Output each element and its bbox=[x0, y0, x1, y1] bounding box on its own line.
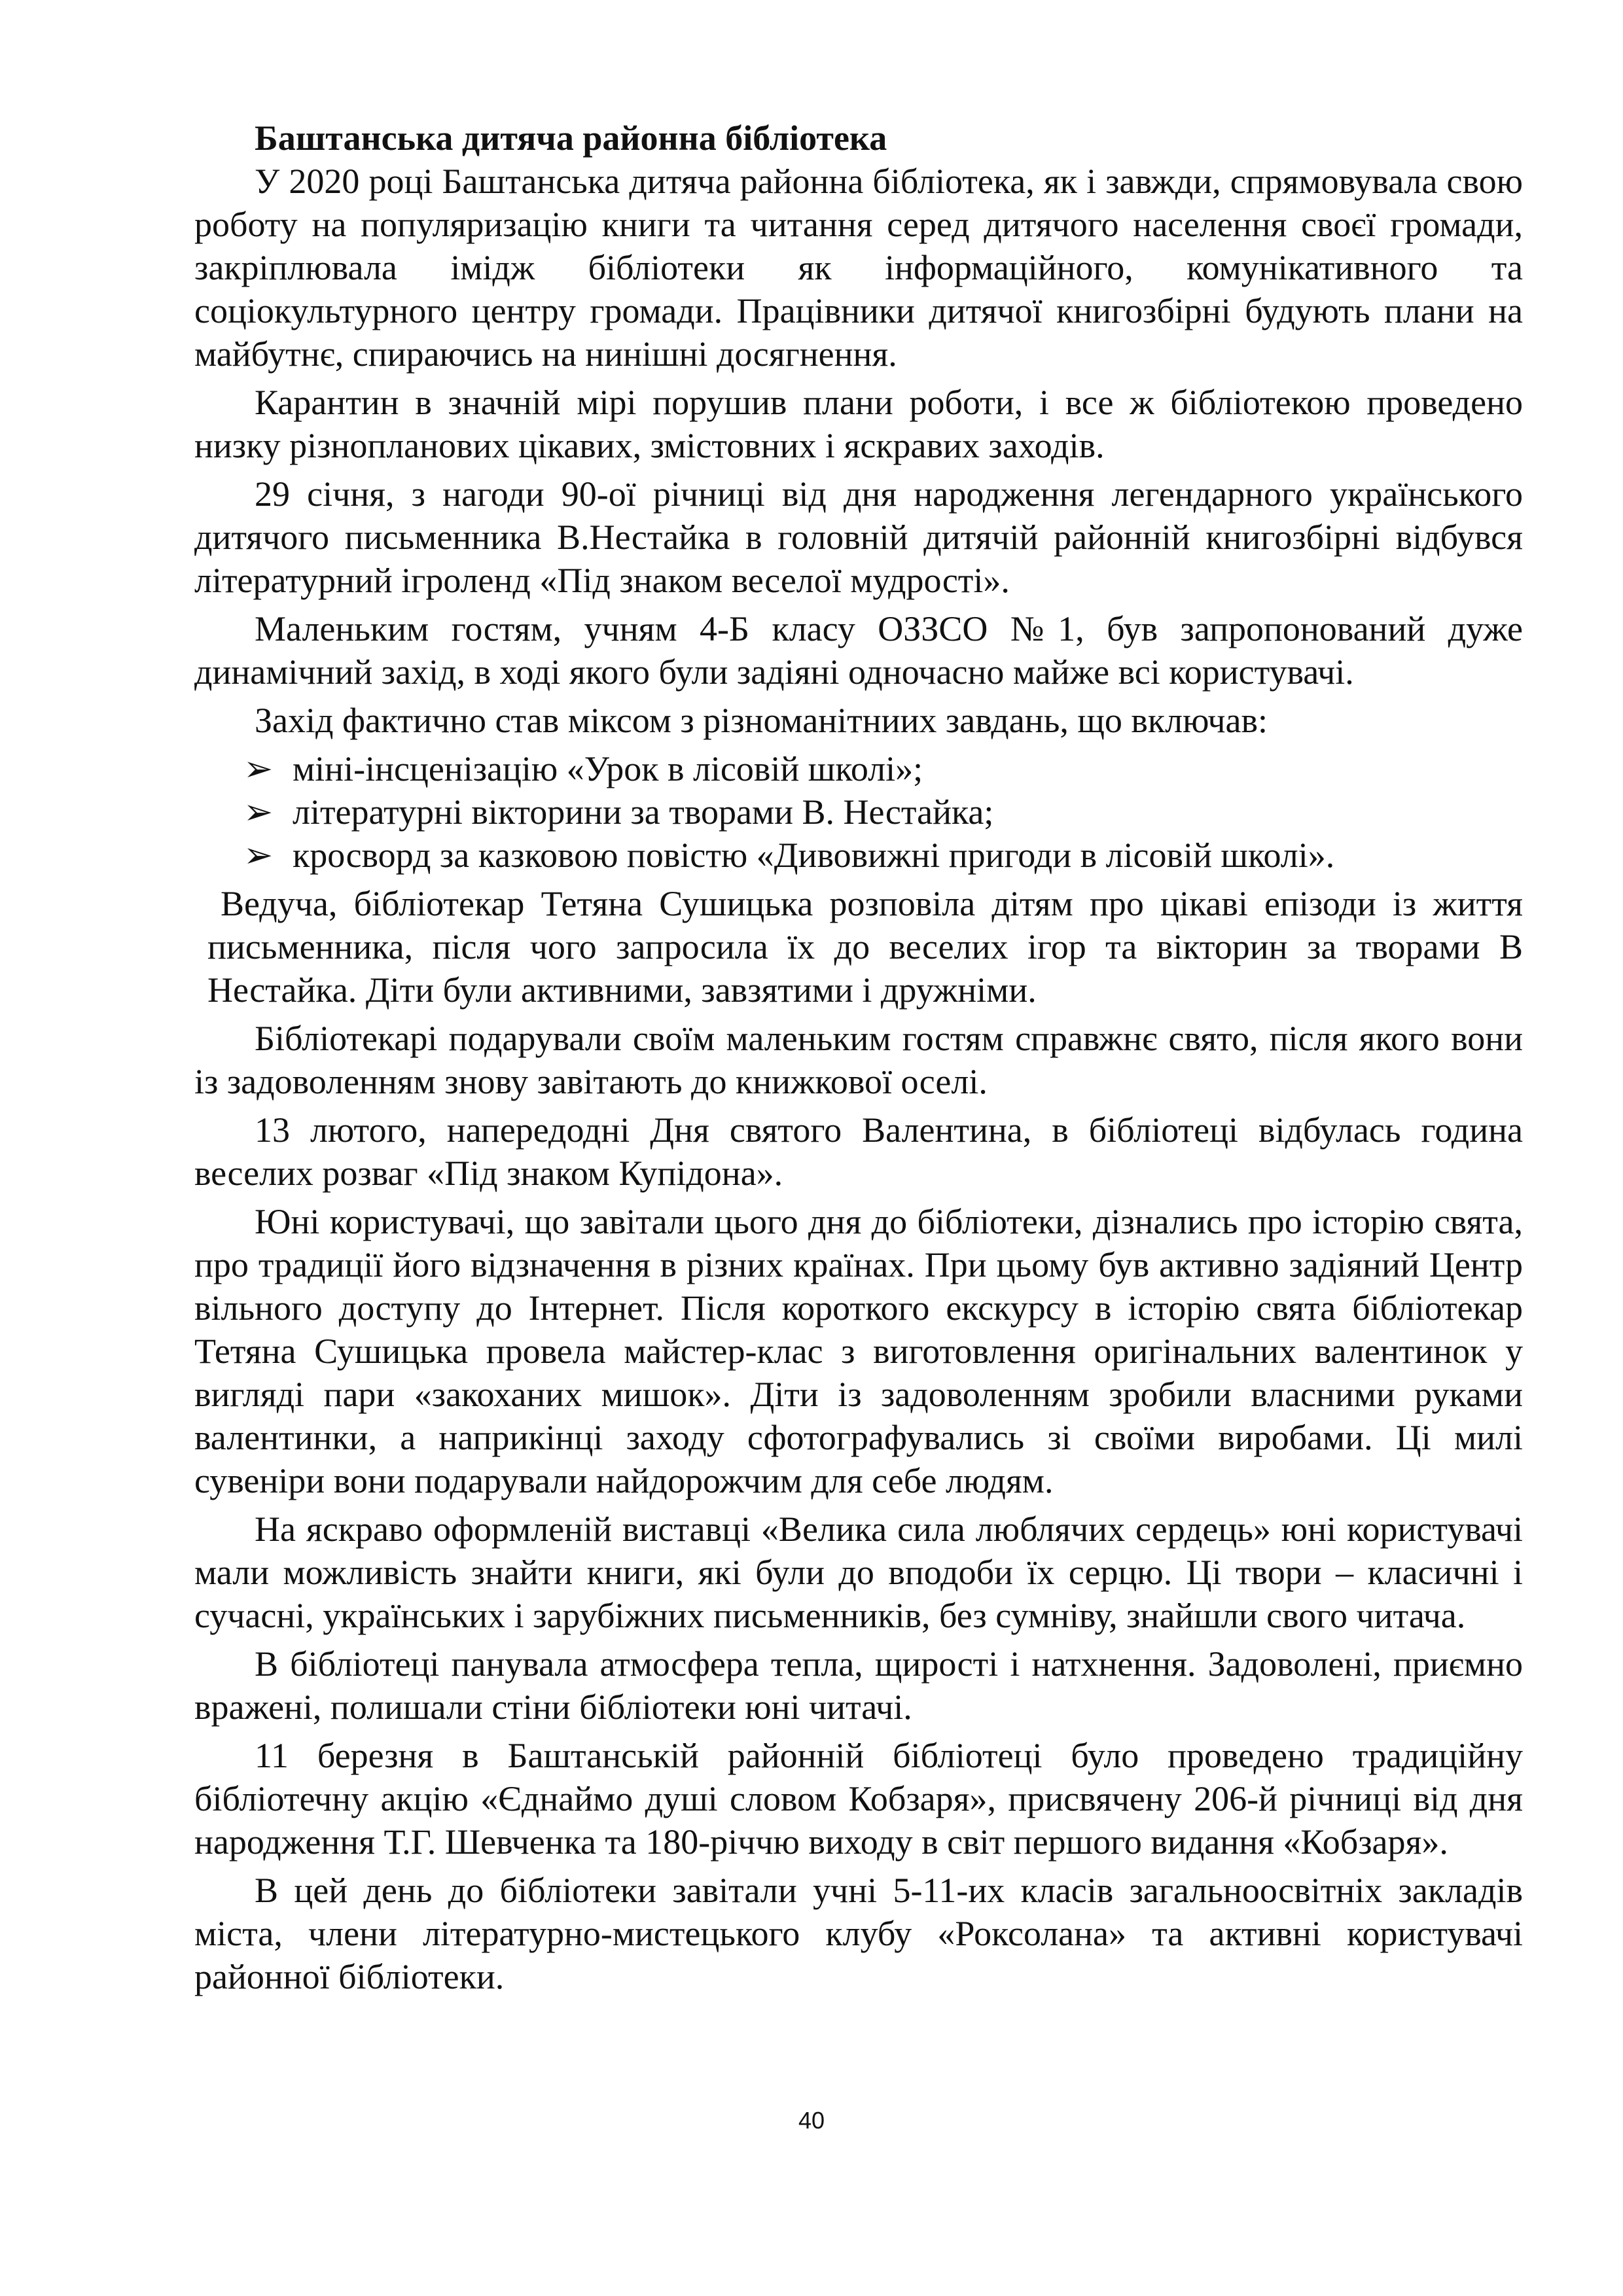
activity-list bbox=[194, 747, 1523, 877]
section-title: Баштанська дитяча районна бібліотека bbox=[255, 118, 887, 158]
paragraph: В цей день до бібліотеки завітали учні 5-11-их класів загальноосвітніх закладів міста, члени літературно-мистецького клубу «Роксолана» та активні користувачі районної бібліотеки. bbox=[194, 1871, 1523, 1996]
paragraph: Бібліотекарі подарували своїм маленьким гостям справжнє свято, після якого вони із задоволенням знову завітають до книжкової оселі. bbox=[194, 1019, 1523, 1101]
paragraph: 29 січня, з нагоди 90-ої річниці від дня народження легендарного українського дитячого письменника В.Нестайка в головній дитячій районній книгозбірні відбувся літературний ігроленд «Під знаком веселої мудрості». bbox=[194, 474, 1523, 600]
page-number: 40 bbox=[798, 2107, 825, 2134]
list-item bbox=[194, 747, 1523, 790]
list-item bbox=[194, 834, 1523, 877]
paragraph: В бібліотеці панувала атмосфера тепла, щирості і натхнення. Задоволені, приємно вражені, полишали стіни бібліотеки юні читачі. bbox=[194, 1644, 1523, 1727]
paragraph: Карантин в значній мірі порушив плани роботи, і все ж бібліотекою проведено низку різнопланових цікавих, змістовних і яскравих заходів. bbox=[194, 383, 1523, 465]
paragraph: Ведуча, бібліотекар Тетяна Сушицька розповіла дітям про цікаві епізоди із життя письменника, після чого запросила їх до веселих ігор та вікторин за творами В Нестайка. Діти були активними, завзятими і дружніми. bbox=[207, 884, 1523, 1010]
arrow-bullet-icon: ➢ bbox=[243, 749, 274, 788]
arrow-bullet-icon: ➢ bbox=[243, 792, 274, 832]
paragraph: Маленьким гостям, учням 4-Б класу ОЗЗСО №1, був запропонований дуже динамічний захід, в ході якого були задіяні одночасно майже всі користувачі. bbox=[194, 609, 1523, 692]
paragraph: 11 березня в Баштанській районній бібліотеці було проведено традиційну бібліотечну акцію «Єднаймо душі словом Кобзаря», присвячену 206-й річниці від дня народження Т.Г. Шевченка та 180-річчю виходу в світ першого видання «Кобзаря». bbox=[194, 1736, 1523, 1862]
paragraph: Юні користувачі, що завітали цього дня до бібліотеки, дізнались про історію свята, про традиції його відзначення в різних країнах. При цьому був активно задіяний Центр вільного доступу до Інтернет. Після короткого екскурсу в історію свята бібліотекар Тетяна Сушицька провела майстер-клас з виготовлення оригінальних валентинок у вигляді пари «закоханих мишок». Діти із задоволенням зробили власними руками валентинки, а наприкінці заходу сфотографувались зі своїми виробами. Ці милі сувеніри вони подарували найдорожчим для себе людям. bbox=[194, 1202, 1523, 1500]
paragraph: Захід фактично став міксом з різноманітниих завдань, що включав: bbox=[255, 701, 1268, 740]
arrow-bullet-icon: ➢ bbox=[243, 836, 274, 875]
paragraph: На яскраво оформленій виставці «Велика сила люблячих сердець» юні користувачі мали можливість знайти книги, які були до вподоби їх серцю. Ці твори – класичні і сучасні, українських і зарубіжних письменників, без сумніву, знайшли свого читача. bbox=[194, 1510, 1523, 1635]
list-item-text: міні-інсценізацію «Урок в лісовій школі»; bbox=[293, 749, 923, 788]
paragraph: 13 лютого, напередодні Дня святого Валентина, в бібліотеці відбулась година веселих розваг «Під знаком Купідона». bbox=[194, 1110, 1523, 1193]
list-item-text: кросворд за казковою повістю «Дивовижні пригоди в лісовій школі». bbox=[293, 836, 1335, 875]
document-page bbox=[194, 116, 1523, 2004]
list-item-text: літературні вікторини за творами В. Нестайка; bbox=[293, 792, 994, 832]
list-item bbox=[194, 790, 1523, 834]
paragraph: У 2020 році Баштанська дитяча районна бібліотека, як і завжди, спрямовувала свою роботу на популяризацію книги та читання серед дитячого населення своєї громади, закріплювала імідж бібліотеки як інформаційного, комунікативного та соціокультурного центру громади. Працівники дитячої книгозбірні будують плани на майбутнє, спираючись на нинішні досягнення. bbox=[194, 162, 1523, 374]
